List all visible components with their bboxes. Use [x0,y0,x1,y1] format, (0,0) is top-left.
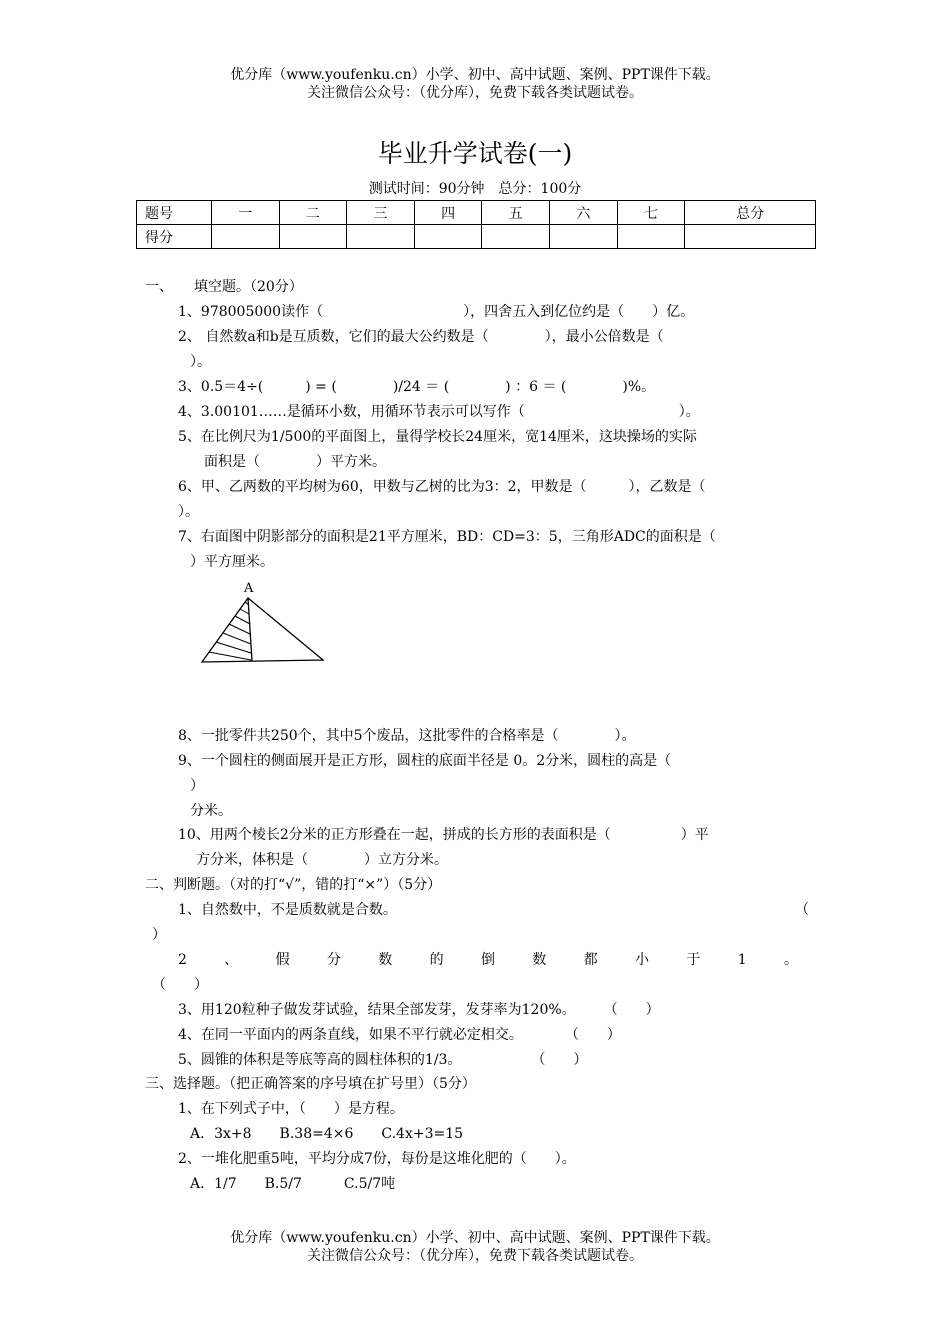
question-2-2-char: 于 [686,952,701,968]
score-cell [279,225,347,249]
header-line-2: 关注微信公众号：（优分库），免费下载各类试题试卷。 [307,85,643,101]
score-cell [414,225,482,249]
score-table-header-cell: 二 [279,201,347,225]
question-2-2-bracket: （ ） [152,977,208,993]
page-title: 毕业升学试卷(一) [377,139,573,168]
score-row-label: 得分 [137,225,212,249]
question-1-2-cont: ）。 [190,354,211,370]
question-2-1-bracket-close: ） [152,927,166,943]
score-table [136,200,816,249]
score-cell [617,225,685,249]
question-1-3: 3、0.5＝4÷( ) = ( )/24 ＝ ( ) ：6 ＝ ( )%。 [178,379,656,395]
question-2-2-char: 、 [224,952,239,968]
score-table-header-cell: 五 [482,201,550,225]
question-2-2-char: 数 [532,952,547,968]
score-table-header-cell: 四 [414,201,482,225]
triangle-outline [202,598,323,662]
score-table-header-cell: 总分 [685,201,816,225]
header-line-1: 优分库（www.youfenku.cn）小学、初中、高中试题、案例、PPT课件下载。 [230,67,720,83]
question-1-10-cont: 方分米，体积是（ ）立方分米。 [196,852,448,868]
footer-line-2: 关注微信公众号：（优分库），免费下载各类试题试卷。 [307,1248,643,1264]
score-table-header-cell: 一 [212,201,280,225]
question-1-4: 4、3.00101……是循环小数，用循环节表示可以写作（ ）。 [178,404,700,420]
question-2-2-char: 小 [635,952,650,968]
question-2-2-char: 1 [737,952,747,968]
shading-line [216,642,251,653]
question-2-2-char: 都 [583,952,598,968]
score-table-header-row [137,201,816,225]
score-table-header-cell: 六 [550,201,618,225]
question-1-9-unit: 分米。 [190,803,232,819]
question-1-8: 8、一批零件共250个，其中5个废品，这批零件的合格率是（ ）。 [178,728,636,744]
score-table-header-cell: 题号 [137,201,212,225]
question-2-2-char: 的 [429,952,444,968]
section-3-heading: 三、选择题。（把正确答案的序号填在扩号里）（5分） [145,1076,476,1092]
question-2-2-char: 分 [326,952,341,968]
question-1-2: 2、 自然数a和b是互质数，它们的最大公约数是（ ），最小公倍数是（ [178,329,664,345]
question-3-1: 1、在下列式子中，（ ）是方程。 [178,1101,404,1117]
score-cell [482,225,550,249]
shading-line [223,633,251,644]
score-table-header-cell: 七 [617,201,685,225]
question-1-9: 9、一个圆柱的侧面展开是正方形，圆柱的底面半径是 0。2分米，圆柱的高是（ [178,753,672,769]
score-cell [550,225,618,249]
question-2-2-char: 。 [783,952,798,968]
figure-label-a: A [244,581,254,596]
shading-line [235,616,250,624]
question-2-4: 4、在同一平面内的两条直线，如果不平行就必定相交。 （ ） [178,1027,621,1043]
question-1-6: 6、甲、乙两数的平均树为60，甲数与乙树的比为3：2，甲数是（ ），乙数是（ [178,479,706,495]
question-1-9-cont: ） [190,778,204,794]
question-2-3: 3、用120粒种子做发芽试验，结果全部发芽，发芽率为120%。 （ ） [178,1002,660,1018]
shading-line [209,652,251,660]
score-table-header-cell: 三 [347,201,415,225]
question-1-5: 5、在比例尺为1/500的平面图上，量得学校长24厘米，宽14厘米，这块操场的实际 [178,429,697,445]
question-2-1-bracket-open: （ [795,902,809,918]
question-1-6-cont: ）。 [178,504,199,520]
question-2-2-char: 2 [178,952,187,968]
score-cell [212,225,280,249]
question-1-5-cont: 面积是（ ）平方米。 [204,454,386,470]
score-table-score-row [137,225,816,249]
question-3-2: 2、一堆化肥重5吨，平均分成7份，每份是这堆化肥的（ ）。 [178,1151,576,1167]
triangle-segment-ad [248,598,252,661]
question-1-1: 1、978005000读作（ ），四舍五入到亿位约是（ ）亿。 [178,304,695,320]
question-2-2-char: 倒 [480,952,495,968]
question-3-2-options: A．1/7 B.5/7 C.5/7吨 [190,1176,396,1192]
shading-line [240,609,249,614]
exam-info: 测试时间：90分钟 总分：100分 [368,181,582,197]
question-2-2-char: 数 [378,952,393,968]
question-2-5: 5、圆锥的体积是等底等高的圆柱体积的1/3。 （ ） [178,1052,588,1068]
question-3-1-options: A．3x+8 B.38=4×6 C.4x+3=15 [190,1126,464,1142]
score-cell [685,225,816,249]
question-2-1: 1、自然数中，不是质数就是合数。 [178,902,397,918]
question-1-7: 7、右面图中阴影部分的面积是21平方厘米，BD：CD=3：5，三角形ADC的面积是（ [178,529,716,545]
footer-line-1: 优分库（www.youfenku.cn）小学、初中、高中试题、案例、PPT课件下载。 [230,1230,720,1246]
section-2-heading: 二、判断题。（对的打“√”，错的打“×”）（5分） [145,877,442,893]
question-1-7-cont: ）平方厘米。 [190,554,274,570]
question-1-10: 10、用两个棱长2分米的正方形叠在一起，拼成的长方形的表面积是（ ）平 [178,827,709,843]
triangle-figure [198,578,328,668]
section-1-heading: 一、 填空题。（20分） [145,279,303,295]
shading-line [229,624,250,634]
score-cell [347,225,415,249]
question-2-2-char: 假 [275,952,290,968]
question-2-2 [178,952,798,969]
